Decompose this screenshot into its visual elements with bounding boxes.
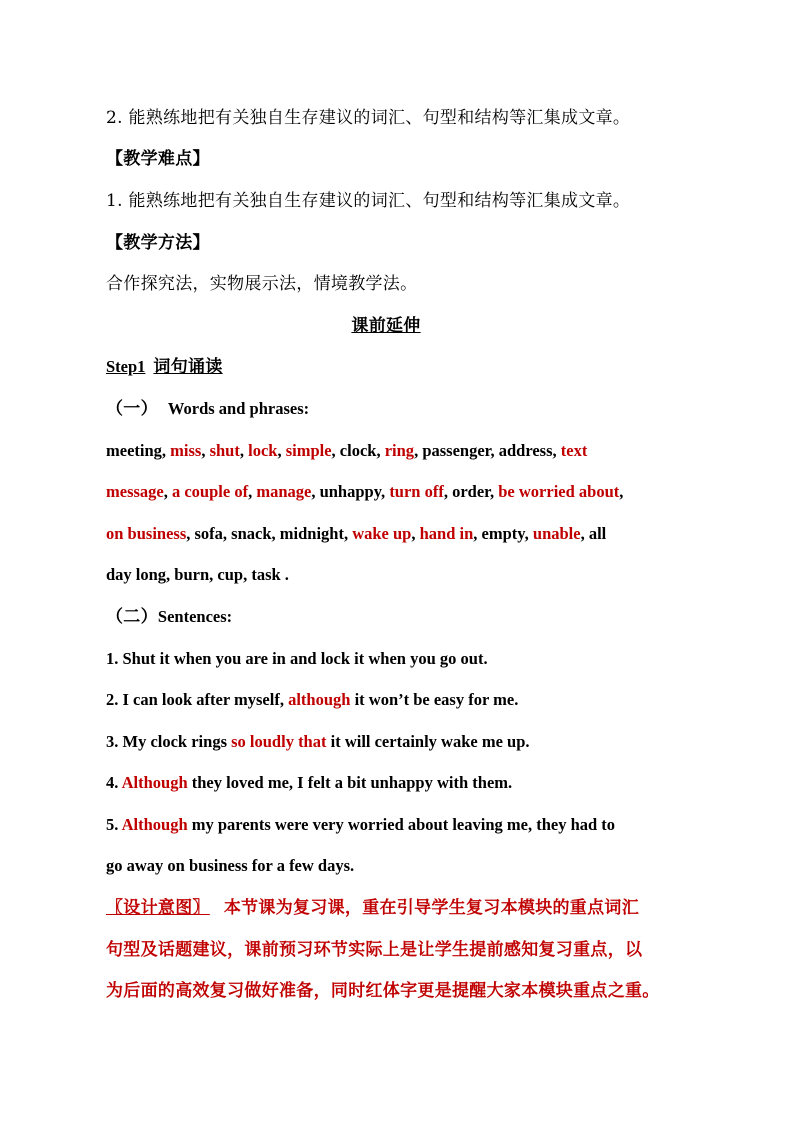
text-run: 1. Shut it when you are in and lock it when you go out. [106, 649, 488, 668]
sentence-3 [106, 730, 530, 754]
difficulty-1: 1. 能熟练地把有关独自生存建议的词汇、句型和结构等汇集成文章。 [106, 191, 631, 211]
words-heading [106, 397, 309, 421]
objective-2: 2. 能熟练地把有关独自生存建议的词汇、句型和结构等汇集成文章。 [106, 108, 631, 128]
highlighted-term: be worried about [498, 482, 620, 501]
highlighted-term: although [288, 690, 351, 709]
highlighted-term: manage [256, 482, 312, 501]
text-run: they loved me, I felt a bit unhappy with them. [187, 773, 513, 792]
highlighted-term: turn off [389, 482, 444, 501]
design-intent-line-2: 句型及话题建议，课前预习环节实际上是让学生提前感知复习重点，以 [106, 940, 643, 960]
text-run: it will certainly wake me up. [326, 732, 530, 751]
text-run: 5. [106, 815, 122, 834]
words-line-1 [106, 439, 587, 463]
design-intent-line-3: 为后面的高效复习做好准备，同时红体字更是提醒大家本模块重点之重。 [106, 981, 660, 1001]
sentence-5-continued [106, 854, 354, 878]
text-run: , passenger, address, [414, 441, 561, 460]
text-run: , clock, [331, 441, 385, 460]
text-run: my parents were very worried about leaving me, they had to [187, 815, 616, 834]
method-text: 合作探究法，实物展示法，情境教学法。 [106, 274, 418, 294]
text-run: , [277, 441, 286, 460]
text-run: , [201, 441, 210, 460]
sentences-heading-number: （二） [106, 607, 158, 627]
text-run: go away on business for a few days. [106, 856, 355, 875]
highlighted-term: a couple of [171, 482, 249, 501]
sentence-4 [106, 771, 512, 795]
highlighted-term: text [560, 441, 588, 460]
sentence-5 [106, 813, 615, 837]
sentence-1 [106, 647, 488, 671]
text-run: , [248, 482, 257, 501]
step1-title: 词句诵读 [153, 357, 223, 377]
highlighted-term: simple [285, 441, 332, 460]
highlighted-term: unable [532, 524, 581, 543]
words-heading-number: （一） [106, 399, 158, 419]
highlighted-term: message [106, 482, 164, 501]
step1-heading [106, 355, 223, 379]
sentences-heading-text: Sentences: [157, 607, 233, 626]
text-run: , [619, 482, 624, 501]
highlighted-term: Although [121, 773, 188, 792]
sentence-2 [106, 688, 518, 712]
text-run: , sofa, snack, midnight, [186, 524, 353, 543]
text-run: day long, burn, cup, task . [106, 565, 289, 584]
text-run: , unhappy, [311, 482, 390, 501]
text-run: 4. [106, 773, 122, 792]
highlighted-term: lock [248, 441, 278, 460]
text-run: , empty, [473, 524, 533, 543]
highlighted-term: on business [106, 524, 187, 543]
text-run: 3. My clock rings [106, 732, 232, 751]
words-line-3 [106, 522, 606, 546]
design-intent-text-1: 本节课为复习课，重在引导学生复习本模块的重点词汇 [223, 898, 640, 918]
text-run: , order, [443, 482, 499, 501]
difficulty-heading: 【教学难点】 [106, 149, 210, 169]
step1-label: Step1 [106, 357, 146, 376]
section-title: 课前延伸 [351, 316, 421, 336]
design-intent-line-1 [106, 896, 639, 920]
text-run: , [239, 441, 249, 460]
text-run: , [411, 524, 420, 543]
highlighted-term: Although [121, 815, 188, 834]
words-line-4 [106, 563, 289, 587]
highlighted-term: wake up [352, 524, 412, 543]
design-intent-label: 〖设计意图〗 [106, 898, 210, 918]
highlighted-term: so loudly that [231, 732, 327, 751]
words-line-2 [106, 480, 623, 504]
text-run: it won’t be easy for me. [350, 690, 519, 709]
sentences-heading [106, 605, 232, 629]
text-run: 2. I can look after myself, [106, 690, 289, 709]
method-heading: 【教学方法】 [106, 233, 210, 253]
text-run: , all [580, 524, 607, 543]
words-heading-text: Words and phrases: [167, 399, 310, 418]
highlighted-term: shut [209, 441, 240, 460]
text-run: meeting, [106, 441, 171, 460]
highlighted-term: hand in [419, 524, 474, 543]
highlighted-term: ring [384, 441, 415, 460]
highlighted-term: miss [170, 441, 202, 460]
text-run: , [163, 482, 172, 501]
